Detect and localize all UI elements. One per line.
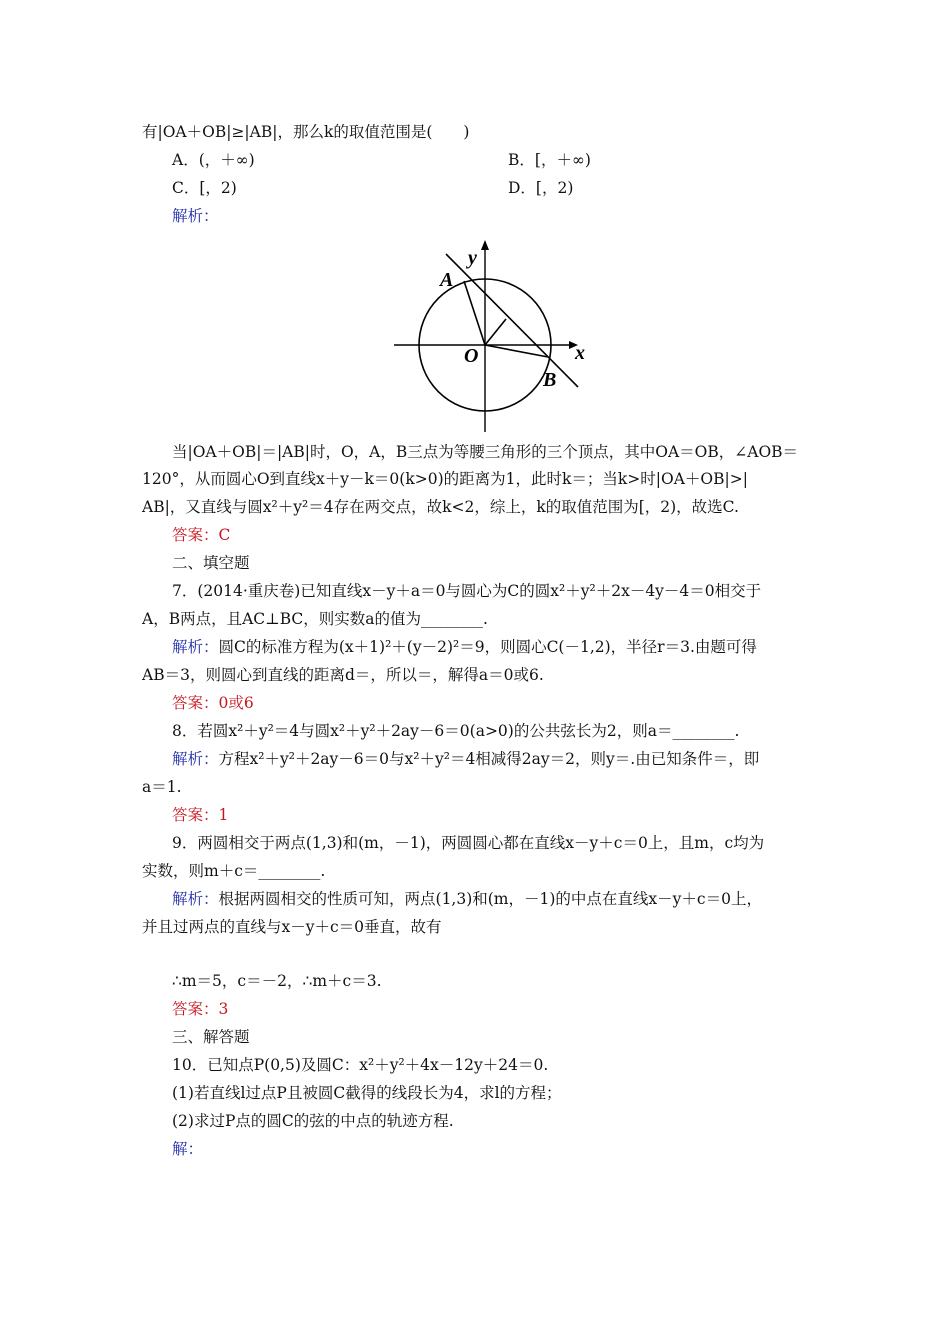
q9-jiexi-line-2: 并且过两点的直线与x－y＋c＝0垂直，故有 bbox=[142, 918, 442, 936]
q9-answer: 答案：3 bbox=[172, 1000, 229, 1018]
q8-jiexi-line-2: a＝1. bbox=[142, 778, 182, 796]
q10-line-1: 10．已知点P(0,5)及圆C：x²＋y²＋4x－12y＋24＝0. bbox=[172, 1056, 549, 1074]
q8-jiexi-label: 解析： bbox=[172, 750, 219, 768]
section-solve-heading: 三、解答题 bbox=[172, 1028, 250, 1046]
q8-jiexi-text: 方程x²＋y²＋2ay－6＝0与x²＋y²＝4相减得2ay＝2，则y＝.由已知条件＝，即 bbox=[218, 750, 760, 768]
q7-jiexi-text: 圆C的标准方程为(x＋1)²＋(y－2)²＝9，则圆心C(－1,2)，半径r＝3.由题可得 bbox=[218, 638, 757, 656]
circle-line-figure bbox=[388, 236, 598, 436]
q6-explanation-line-2: 120°，从而圆心O到直线x＋y－k＝0(k>0)的距离为1，此时k＝；当k>时|OA＋OB|>| bbox=[142, 470, 748, 488]
q6-answer: 答案：C bbox=[172, 526, 231, 544]
q9-line-2: 实数，则m＋c＝________. bbox=[142, 862, 326, 880]
q6-explanation-line-3: AB|，又直线与圆x²＋y²＝4存在两交点，故k<2，综上，k的取值范围为[，2)，故选C. bbox=[142, 498, 739, 516]
q7-jiexi-label: 解析： bbox=[172, 638, 219, 656]
q6-option-b: B．[，＋∞) bbox=[508, 151, 591, 169]
section-fill-in-heading: 二、填空题 bbox=[172, 554, 250, 572]
figure-label-y: y bbox=[468, 247, 477, 269]
q6-jiexi-label: 解析： bbox=[172, 207, 219, 225]
figure-label-o: O bbox=[464, 345, 479, 367]
figure-perpendicular bbox=[485, 319, 506, 345]
q7-jiexi bbox=[172, 637, 757, 657]
q9-jiexi-label: 解析： bbox=[172, 890, 219, 908]
q9-jiexi-line-3: ∴m＝5，c＝－2，∴m＋c＝3. bbox=[172, 972, 382, 990]
figure-label-x: x bbox=[575, 342, 585, 364]
q7-answer: 答案：0或6 bbox=[172, 694, 254, 712]
q7-line-1: 7．(2014·重庆卷)已知直线x－y＋a＝0与圆心为C的圆x²＋y²＋2x－4y－4＝0相交于 bbox=[172, 582, 762, 600]
q6-explanation-line-1: 当|OA＋OB|＝|AB|时，O，A，B三点为等腰三角形的三个顶点，其中OA＝OB，∠AOB＝ bbox=[172, 443, 799, 461]
q8-answer: 答案：1 bbox=[172, 806, 229, 824]
q9-jiexi-text: 根据两圆相交的性质可知，两点(1,3)和(m，－1)的中点在直线x－y＋c＝0上， bbox=[218, 890, 762, 908]
q7-line-2: A，B两点，且AC⊥BC，则实数a的值为________. bbox=[142, 610, 488, 628]
q10-part-1: (1)若直线l过点P且被圆C截得的线段长为4，求l的方程； bbox=[172, 1084, 562, 1102]
q10-part-2: (2)求过P点的圆C的弦的中点的轨迹方程. bbox=[172, 1112, 454, 1130]
q8-line-1: 8．若圆x²＋y²＝4与圆x²＋y²＋2ay－6＝0(a>0)的公共弦长为2，则a＝________. bbox=[172, 722, 740, 740]
q6-stem-tail: 有|OA＋OB|≥|AB|，那么k的取值范围是( ) bbox=[142, 123, 470, 141]
figure-label-b: B bbox=[543, 369, 557, 391]
figure-line-ab bbox=[446, 254, 578, 387]
figure-y-arrow bbox=[481, 240, 489, 250]
q6-option-c: C．[，2) bbox=[172, 179, 237, 197]
q9-jiexi bbox=[172, 889, 762, 909]
q6-option-d: D．[，2) bbox=[508, 179, 574, 197]
q6-option-a: A．(，＋∞) bbox=[172, 151, 255, 169]
q9-line-1: 9．两圆相交于两点(1,3)和(m，－1)，两圆圆心都在直线x－y＋c＝0上，且m，c均为 bbox=[172, 834, 765, 852]
q10-jie-label: 解： bbox=[172, 1140, 204, 1158]
figure-label-a: A bbox=[440, 269, 454, 291]
q7-jiexi-line-2: AB＝3，则圆心到直线的距离d＝，所以＝，解得a＝0或6. bbox=[142, 666, 544, 684]
q8-jiexi bbox=[172, 749, 759, 769]
